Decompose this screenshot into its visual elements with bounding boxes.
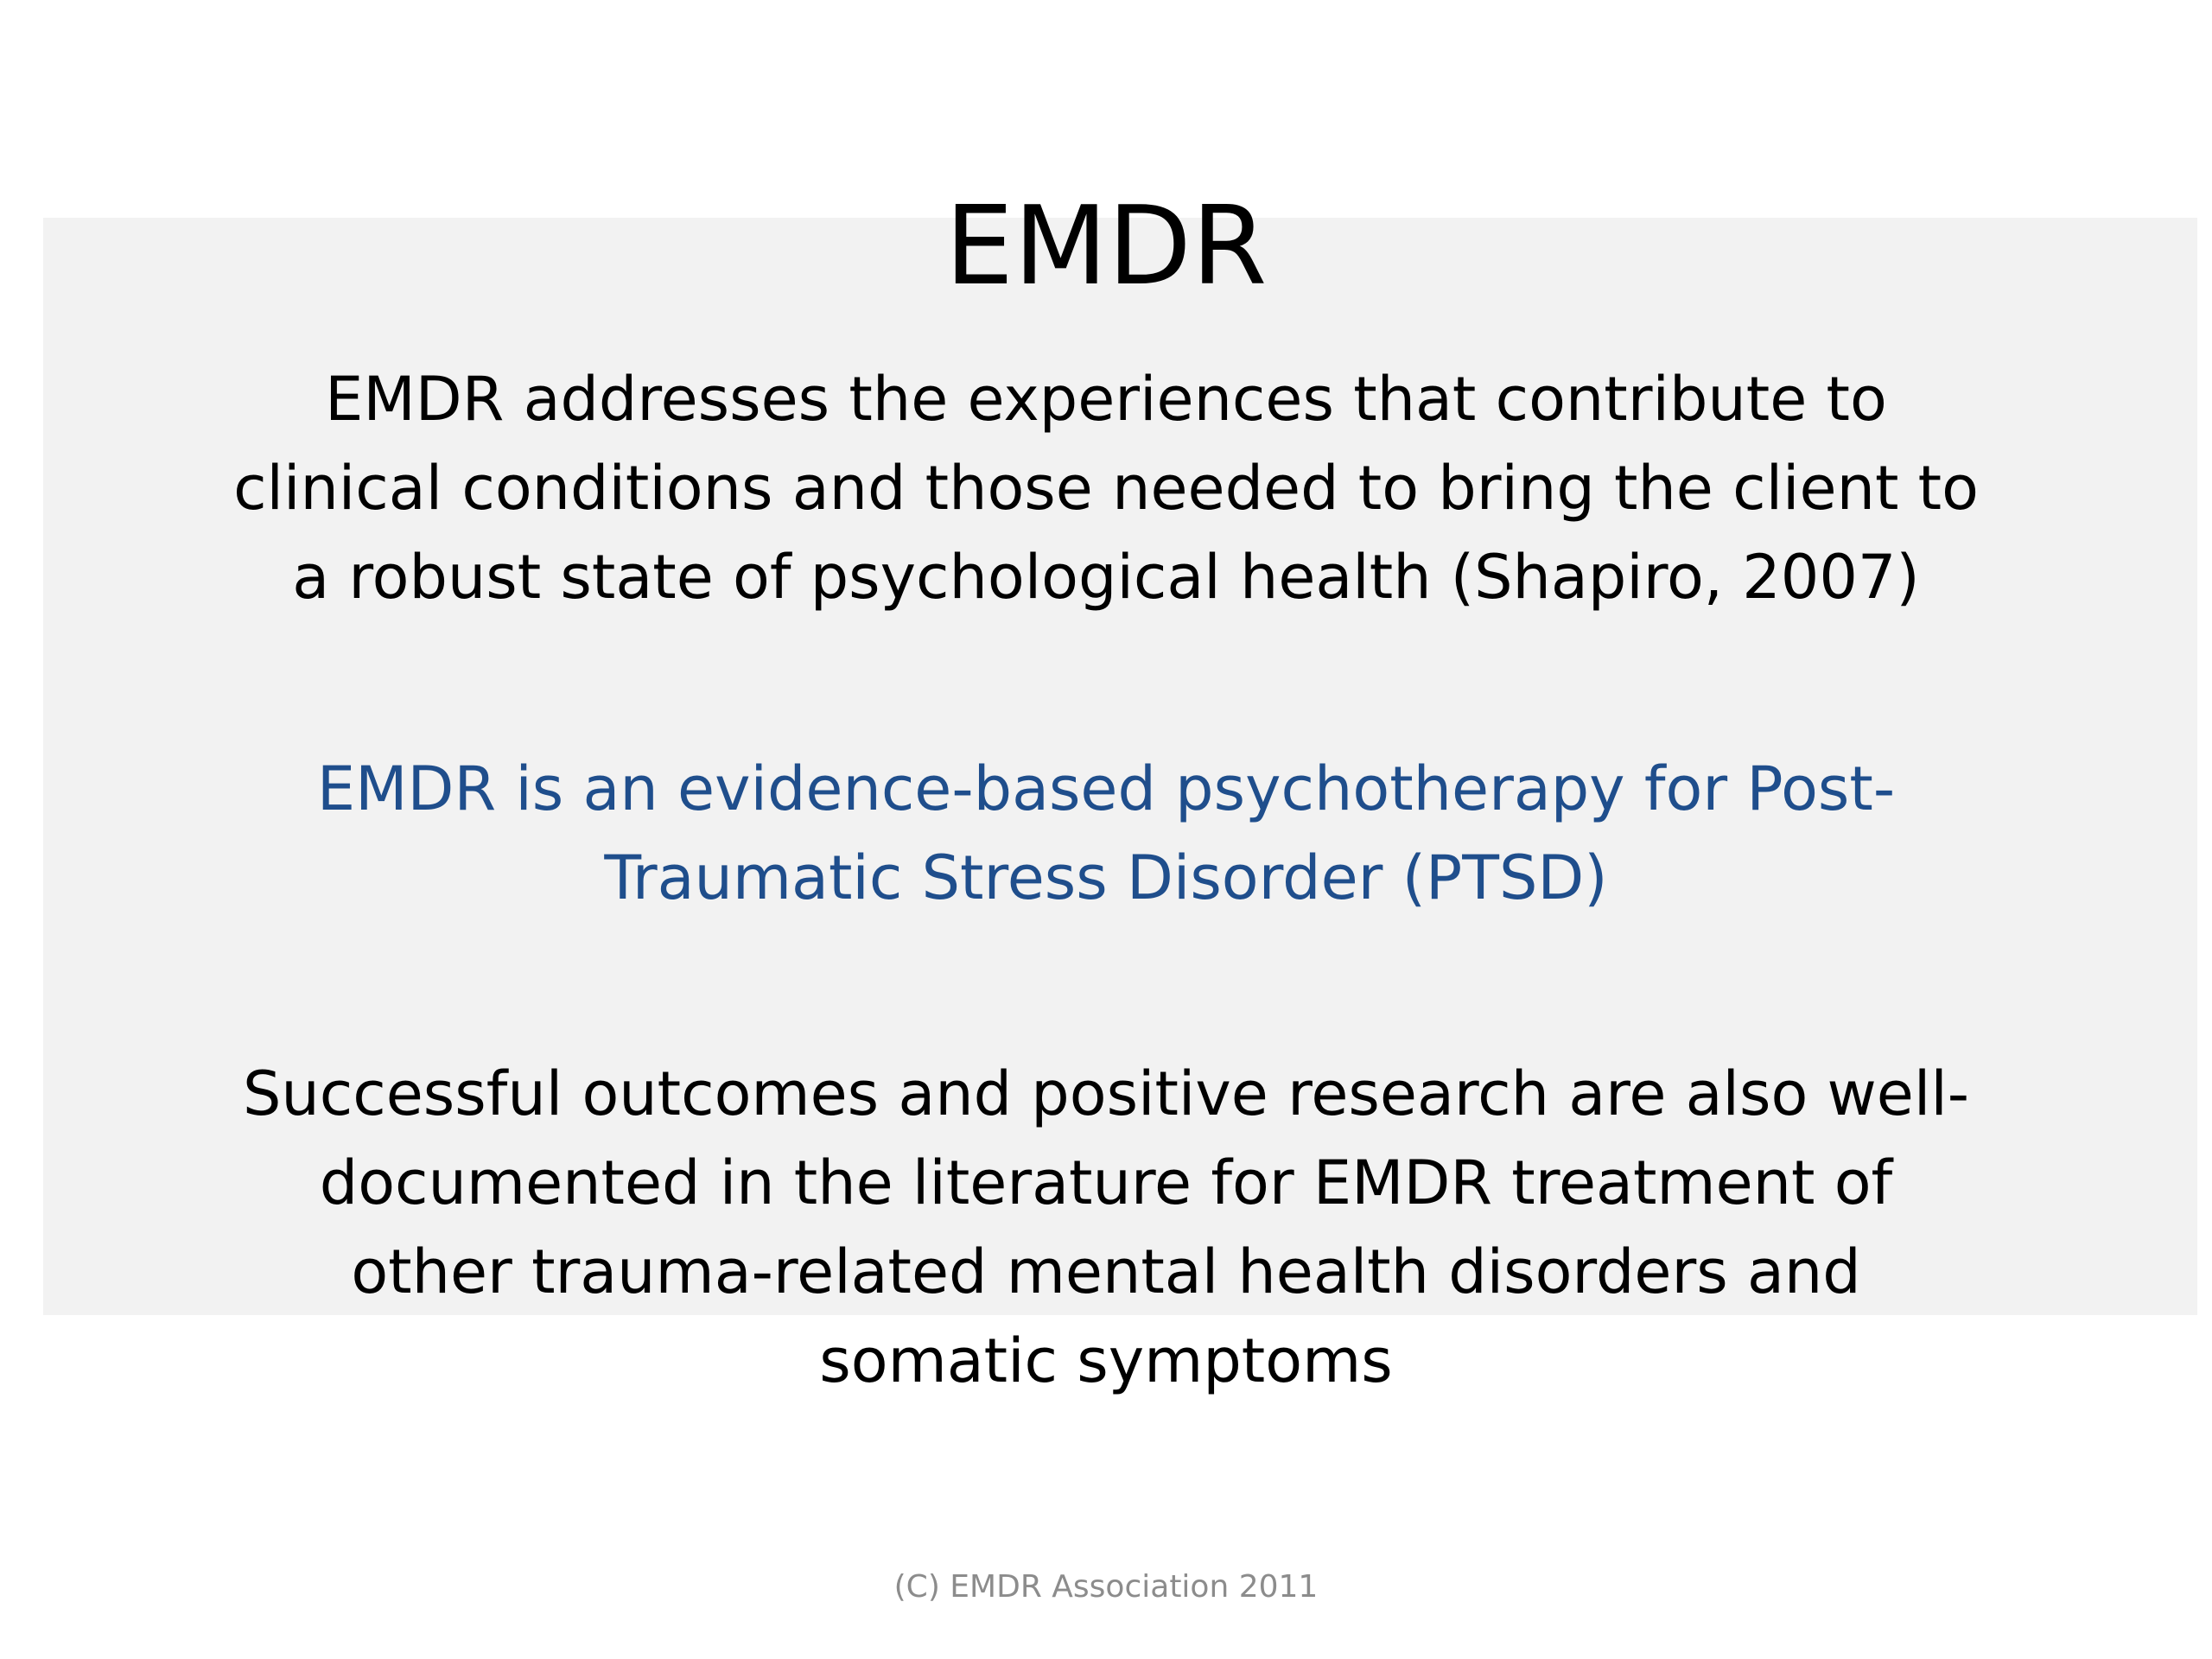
- text-line: clinical conditions and those needed to bring the client to: [233, 453, 1979, 524]
- text-line: Traumatic Stress Disorder (PTSD): [604, 842, 1608, 913]
- text-line: EMDR addresses the experiences that contribute to: [325, 364, 1887, 435]
- paragraph-emdr-addresses: [0, 355, 2212, 622]
- paragraph-evidence-based: [0, 745, 2212, 923]
- text-line: somatic symptoms: [819, 1325, 1393, 1396]
- text-line: EMDR is an evidence-based psychotherapy for Post-: [316, 753, 1896, 824]
- text-line: other trauma-related mental health disorders and: [351, 1236, 1861, 1307]
- text-line: a robust state of psychological health (Shapiro, 2007): [292, 542, 1920, 613]
- copyright-footer: (C) EMDR Association 2011: [893, 1569, 1319, 1605]
- paragraph-successful-outcomes: [0, 1050, 2212, 1406]
- text-line: documented in the literature for EMDR treatment of: [319, 1147, 1893, 1218]
- text-line: Successful outcomes and positive research are also well-: [242, 1058, 1970, 1129]
- slide-title: EMDR: [944, 182, 1268, 309]
